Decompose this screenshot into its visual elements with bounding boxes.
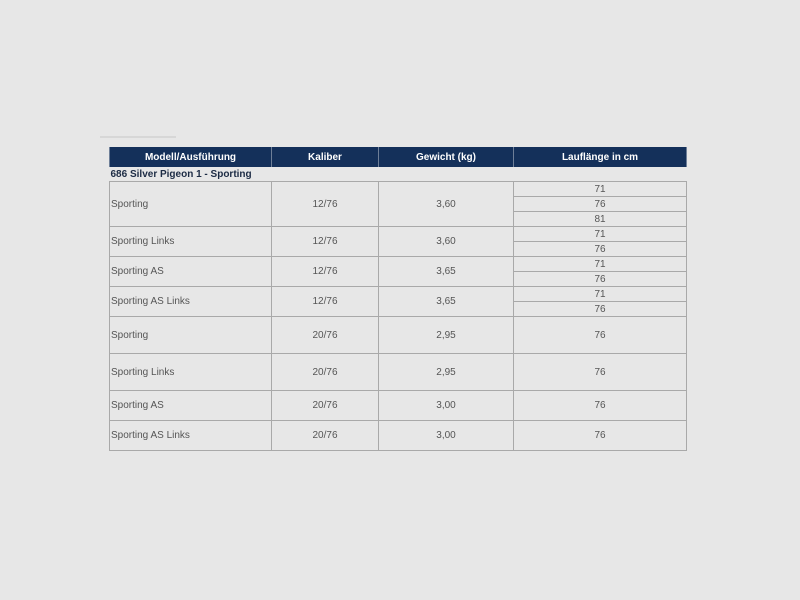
cell-model: Sporting Links xyxy=(110,227,272,257)
cell-barrel: 76 xyxy=(514,197,687,212)
cell-weight: 3,00 xyxy=(379,421,514,451)
cell-model: Sporting xyxy=(110,182,272,227)
cell-barrel: 76 xyxy=(514,242,687,257)
group-row xyxy=(110,167,687,182)
cell-barrel: 71 xyxy=(514,257,687,272)
cell-model: Sporting AS xyxy=(110,391,272,421)
spec-table xyxy=(109,147,687,451)
cell-weight: 2,95 xyxy=(379,354,514,391)
header-row xyxy=(110,147,687,167)
table-header xyxy=(110,147,687,167)
table-row xyxy=(110,227,687,242)
cell-weight: 3,60 xyxy=(379,182,514,227)
cell-barrel: 81 xyxy=(514,212,687,227)
cell-barrel: 76 xyxy=(514,354,687,391)
cell-weight: 3,60 xyxy=(379,227,514,257)
header-weight: Gewicht (kg) xyxy=(379,147,514,167)
table-body xyxy=(110,167,687,451)
cell-caliber: 20/76 xyxy=(272,391,379,421)
cell-barrel: 76 xyxy=(514,272,687,287)
cell-barrel: 76 xyxy=(514,302,687,317)
group-title: 686 Silver Pigeon 1 - Sporting xyxy=(110,168,252,180)
cell-barrel: 71 xyxy=(514,287,687,302)
cell-barrel: 76 xyxy=(514,391,687,421)
header-model: Modell/Ausführung xyxy=(110,147,272,167)
header-barrel-length: Lauflänge in cm xyxy=(514,147,687,167)
cell-caliber: 12/76 xyxy=(272,257,379,287)
cell-model: Sporting AS xyxy=(110,257,272,287)
cell-caliber: 12/76 xyxy=(272,182,379,227)
table-row xyxy=(110,287,687,302)
cell-weight: 2,95 xyxy=(379,317,514,354)
cell-caliber: 20/76 xyxy=(272,354,379,391)
table-row xyxy=(110,421,687,451)
cell-model: Sporting AS Links xyxy=(110,287,272,317)
cell-weight: 3,65 xyxy=(379,287,514,317)
cell-weight: 3,65 xyxy=(379,257,514,287)
cell-caliber: 12/76 xyxy=(272,227,379,257)
table-row xyxy=(110,354,687,391)
cell-weight: 3,00 xyxy=(379,391,514,421)
cell-model: Sporting AS Links xyxy=(110,421,272,451)
cell-model: Sporting Links xyxy=(110,354,272,391)
table-row xyxy=(110,257,687,272)
table-row xyxy=(110,182,687,197)
cell-barrel: 71 xyxy=(514,227,687,242)
cell-model: Sporting xyxy=(110,317,272,354)
cell-barrel: 76 xyxy=(514,317,687,354)
cell-barrel: 71 xyxy=(514,182,687,197)
header-caliber: Kaliber xyxy=(272,147,379,167)
cell-caliber: 20/76 xyxy=(272,421,379,451)
cell-caliber: 12/76 xyxy=(272,287,379,317)
cell-caliber: 20/76 xyxy=(272,317,379,354)
table-row xyxy=(110,317,687,354)
table-row xyxy=(110,391,687,421)
decorative-rule xyxy=(100,136,176,138)
cell-barrel: 76 xyxy=(514,421,687,451)
